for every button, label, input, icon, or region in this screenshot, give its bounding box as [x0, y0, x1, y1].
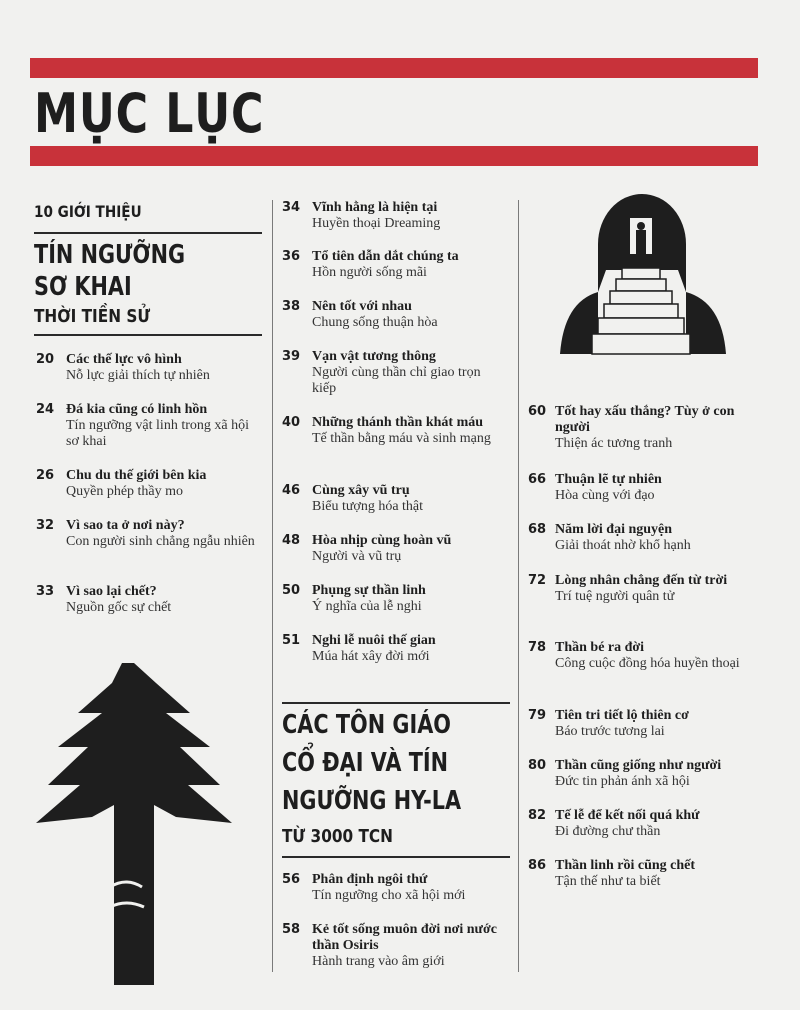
entry-subtitle: Người và vũ trụ: [312, 549, 402, 564]
page-number: 58: [282, 922, 301, 937]
toc-entry[interactable]: [528, 573, 758, 605]
toc-entry[interactable]: [36, 468, 256, 500]
entry-title: Lòng nhân chẳng đến từ trời: [555, 573, 728, 588]
toc-entry[interactable]: [528, 858, 758, 890]
page-number: 80: [528, 758, 547, 773]
entry-title: Phụng sự thần linh: [312, 583, 426, 598]
page-number: 32: [36, 518, 55, 533]
column-divider-2: [518, 200, 519, 972]
entry-title: Những thánh thần khát máu: [312, 415, 484, 430]
page-number: 20: [36, 352, 55, 367]
toc-entry[interactable]: [528, 708, 758, 740]
entry-subtitle: Hòa cùng với đạo: [555, 488, 655, 503]
entry-title: Cùng xây vũ trụ: [312, 483, 410, 498]
entry-subtitle: Trí tuệ người quân tử: [555, 589, 675, 604]
entry-subtitle: Tế thần bằng máu và sinh mạng: [312, 431, 491, 446]
entry-subtitle: Thiện ác tương tranh: [555, 436, 673, 451]
page-number: 72: [528, 573, 547, 588]
bottom-red-bar: [30, 146, 758, 166]
entry-subtitle: Nỗ lực giải thích tự nhiên: [66, 368, 210, 383]
section2-rule-bottom: [282, 856, 510, 858]
entry-title: Phân định ngôi thứ: [312, 872, 428, 887]
entry-subtitle: Công cuộc đồng hóa huyền thoại: [555, 656, 740, 671]
entry-title: Vĩnh hằng là hiện tại: [312, 200, 438, 215]
section1-subtitle: THỜI TIỀN SỬ: [34, 306, 151, 327]
entry-subtitle: Tín ngưỡng vật linh trong xã hội sơ khai: [66, 418, 249, 449]
toc-entry[interactable]: [282, 299, 502, 331]
entry-title: Nghi lễ nuôi thế gian: [312, 633, 436, 648]
entry-title: Tế lễ để kết nối quá khứ: [555, 808, 700, 823]
section1-rule-top: [34, 232, 262, 234]
entry-title: Chu du thế giới bên kia: [66, 468, 207, 483]
page-number: 68: [528, 522, 547, 537]
entry-subtitle: Đức tin phản ánh xã hội: [555, 774, 690, 789]
toc-entry[interactable]: [36, 402, 256, 450]
page-number: 34: [282, 200, 301, 215]
entry-subtitle: Biểu tượng hóa thật: [312, 499, 424, 514]
section1-heading-line1: TÍN NGƯỠNG: [34, 240, 186, 270]
stairway-illustration: [558, 190, 728, 356]
entry-subtitle: Chung sống thuận hòa: [312, 315, 438, 330]
toc-entry[interactable]: [282, 483, 502, 515]
entry-subtitle: Nguồn gốc sự chết: [66, 600, 172, 615]
toc-entry[interactable]: [282, 922, 502, 970]
entry-title: Tổ tiên dẫn dắt chúng ta: [312, 249, 459, 264]
entry-subtitle: Tín ngưỡng cho xã hội mới: [312, 888, 466, 903]
toc-entry[interactable]: [282, 415, 502, 447]
toc-entry[interactable]: [528, 522, 758, 554]
entry-title: Vạn vật tương thông: [312, 349, 436, 364]
section2-subtitle: TỪ 3000 TCN: [282, 826, 393, 847]
section2-heading-line3: NGƯỠNG HY-LA: [282, 786, 462, 816]
top-red-bar: [30, 58, 758, 78]
toc-entry[interactable]: [282, 349, 502, 397]
entry-subtitle: Quyền phép thầy mo: [66, 484, 184, 499]
page-number: 46: [282, 483, 301, 498]
page-number: 50: [282, 583, 301, 598]
page-number: 24: [36, 402, 55, 417]
section2-rule-top: [282, 702, 510, 704]
page-number: 66: [528, 472, 547, 487]
toc-entry[interactable]: [528, 404, 758, 452]
section1-rule-bottom: [34, 334, 262, 336]
entry-title: Kẻ tốt sống muôn đời nơi nước thần Osiris: [312, 922, 497, 953]
page-number: 48: [282, 533, 301, 548]
entry-title: Thần cũng giống như người: [555, 758, 722, 773]
entry-title: Thần linh rồi cũng chết: [555, 858, 696, 873]
toc-entry[interactable]: [528, 472, 758, 504]
entry-subtitle: Ý nghĩa của lễ nghi: [312, 599, 422, 614]
entry-subtitle: Huyền thoại Dreaming: [312, 216, 441, 231]
page-number: 82: [528, 808, 547, 823]
entry-title: Nên tốt với nhau: [312, 299, 412, 314]
page-number: 51: [282, 633, 301, 648]
toc-entry[interactable]: [36, 352, 256, 384]
toc-entry[interactable]: [528, 808, 758, 840]
entry-subtitle: Báo trước tương lai: [555, 724, 665, 739]
entry-title: Đá kia cũng có linh hồn: [66, 402, 208, 417]
section2-heading-line2: CỔ ĐẠI VÀ TÍN: [282, 748, 449, 778]
section2-heading-line1: CÁC TÔN GIÁO: [282, 710, 451, 740]
toc-entry[interactable]: [282, 200, 502, 232]
entry-subtitle: Múa hát xây đời mới: [312, 649, 430, 664]
page-number: 36: [282, 249, 301, 264]
toc-entry[interactable]: [36, 584, 256, 616]
entry-subtitle: Hồn người sống mãi: [312, 265, 427, 280]
page-number: 79: [528, 708, 547, 723]
section1-heading-line2: SƠ KHAI: [34, 272, 132, 302]
pine-tree-illustration: [30, 655, 250, 985]
toc-entry[interactable]: [282, 583, 502, 615]
toc-entry[interactable]: [528, 758, 758, 790]
entry-subtitle: Người cùng thần chỉ giao trọn kiếp: [312, 365, 481, 396]
column-divider-1: [272, 200, 273, 972]
toc-entry[interactable]: [36, 518, 256, 550]
entry-subtitle: Đi đường chư thần: [555, 824, 661, 839]
entry-title: Tiên tri tiết lộ thiên cơ: [555, 708, 689, 723]
entry-subtitle: Giải thoát nhờ khổ hạnh: [555, 538, 691, 553]
entry-title: Thuận lẽ tự nhiên: [555, 472, 662, 487]
toc-entry[interactable]: [282, 633, 502, 665]
page-number: 33: [36, 584, 55, 599]
entry-subtitle: Tận thế như ta biết: [555, 874, 661, 889]
page-number: 39: [282, 349, 301, 364]
entry-title: Tốt hay xấu thắng? Tùy ở con người: [555, 404, 735, 435]
entry-title: Các thế lực vô hình: [66, 352, 182, 367]
entry-title: Hòa nhịp cùng hoàn vũ: [312, 533, 452, 548]
toc-entry[interactable]: [528, 640, 758, 672]
toc-entry[interactable]: [282, 533, 502, 565]
page-number: 40: [282, 415, 301, 430]
entry-title: Năm lời đại nguyện: [555, 522, 673, 537]
page-number: 78: [528, 640, 547, 655]
entry-subtitle: Hành trang vào âm giới: [312, 954, 445, 969]
page-number: 60: [528, 404, 547, 419]
entry-title: Vì sao ta ở nơi này?: [66, 518, 185, 533]
page-number: 56: [282, 872, 301, 887]
page-title: MỤC LỤC: [34, 82, 265, 145]
toc-entry[interactable]: [282, 249, 502, 281]
page-number: 86: [528, 858, 547, 873]
page-number: 26: [36, 468, 55, 483]
entry-subtitle: Con người sinh chẳng ngẫu nhiên: [66, 534, 255, 549]
entry-title: Thần bé ra đời: [555, 640, 645, 655]
entry-title: Vì sao lại chết?: [66, 584, 157, 599]
intro-entry[interactable]: 10 GIỚI THIỆU: [34, 202, 142, 221]
page-number: 38: [282, 299, 301, 314]
toc-entry[interactable]: [282, 872, 502, 904]
